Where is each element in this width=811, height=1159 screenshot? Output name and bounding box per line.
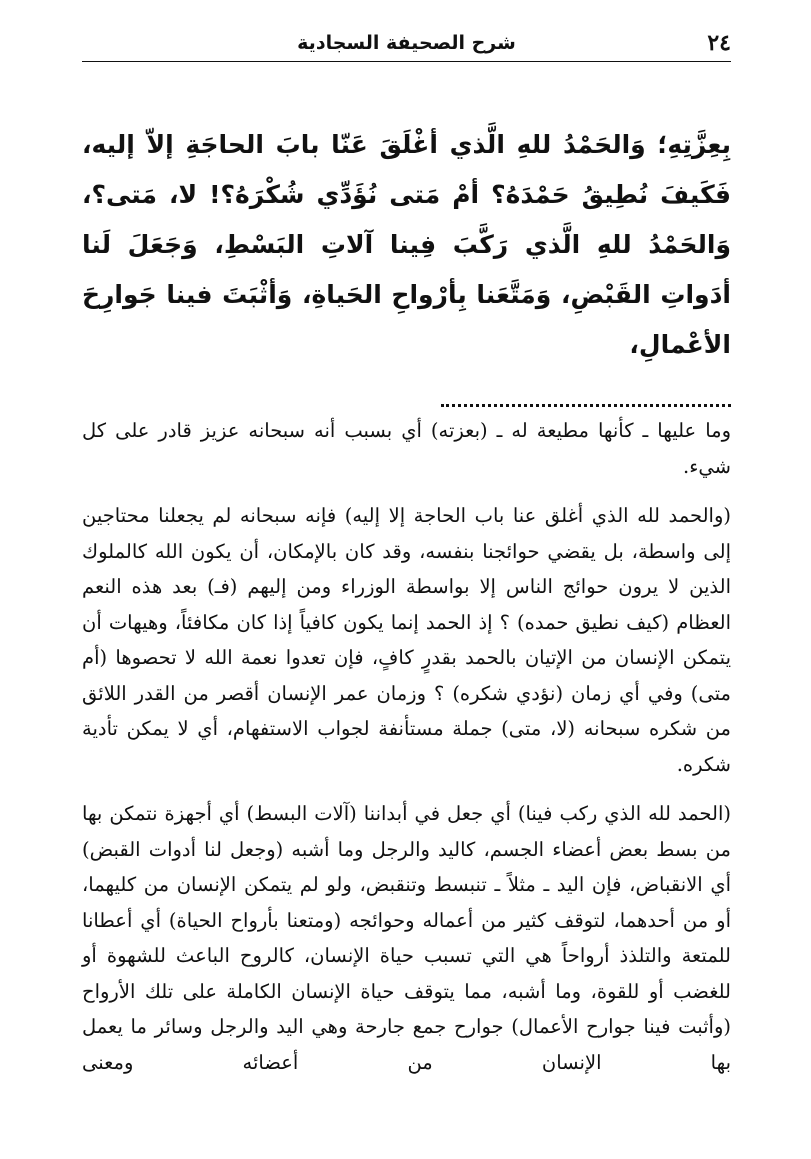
header-rule [82,61,731,62]
running-title: شرح الصحيفة السجادية [297,32,516,54]
commentary-paragraph-1: وما عليها ـ كأنها مطيعة له ـ (بعزته) أي بسبب أنه سبحانه عزيز قادر على كل شيء. [82,419,731,478]
supplication-text: بِعِزَّتِهِ؛ وَالحَمْدُ للهِ الَّذي أغْلَقَ عَنّا بابَ الحاجَةِ إلاّ إليه، فَكَيفَ نُطِيقُ حَمْدَهُ؟ أمْ مَتى نُؤَدِّي شُكْرَهُ؟! لا، مَتى؟، وَالحَمْدُ للهِ الَّذي رَكَّبَ فِينا آلاتِ البَسْطِ، وَجَعَلَ لَنا أدَواتِ القَبْضِ، وَمَتَّعَنا بِأرْواحِ الحَياةِ، وَأثْبَتَ فينا جَوارِحَ الأعْمالِ، [82,130,731,359]
page-number: ٢٤ [707,30,731,56]
book-page [82,30,731,1139]
commentary-paragraph-3: (الحمد لله الذي ركب فينا) أي جعل في أبداننا (آلات البسط) أي أجهزة نتمكن بها من بسط بعض أعضاء الجسم، كاليد والرجل وما أشبه (وجعل لنا أدوات القبض) أي الانقباض، فإن اليد ـ مثلاً ـ تنبسط وتنقبض، ولو لم يتمكن الإنسان من كليهما، أو من أحدهما، لتوقف كثير من أعماله وحوائجه (ومتعنا بأرواح الحياة) أي أعطانا للمتعة والتلذذ أرواحاً هي التي تسبب حياة الإنسان، كالروح الباعث للشهوة أو للغضب أو للقوة، وما أشبه، مما يتوقف حياة الإنسان الكاملة على تلك الأرواح (وأثبت فينا جوارح الأعمال) جوارح جمع جارحة وهي اليد والرجل وسائر ما يعمل بها الإنسان من أعضائه ومعنى [82,802,731,1074]
commentary [82,413,731,1080]
dotted-separator [441,404,731,407]
commentary-paragraph-2: (والحمد لله الذي أغلق عنا باب الحاجة إلا إليه) فإنه سبحانه لم يجعلنا محتاجين إلى واسطة، بل يقضي حوائجنا بنفسه، وقد كان بالإمكان، أن يكون الله كالملوك الذين لا يرون حوائج الناس إلا بواسطة الوزراء ومن إليهم (فـ) بعد هذه النعم العظام (كيف نطيق حمده) ؟ إذ الحمد إنما يكون كافياً إذا كان مكافئاً، وهيهات أن يتمكن الإنسان من الإتيان بالحمد بقدرٍ كافٍ، فإن تعدوا نعمة الله لا تحصوها (أم متى) وفي أي زمان (نؤدي شكره) ؟ وزمان عمر الإنسان أقصر من القدر اللائق من شكره سبحانه (لا، متى) جملة مستأنفة لجواب الاستفهام، أي لا يمكن تأدية شكره. [82,504,731,776]
page-header [82,30,731,64]
